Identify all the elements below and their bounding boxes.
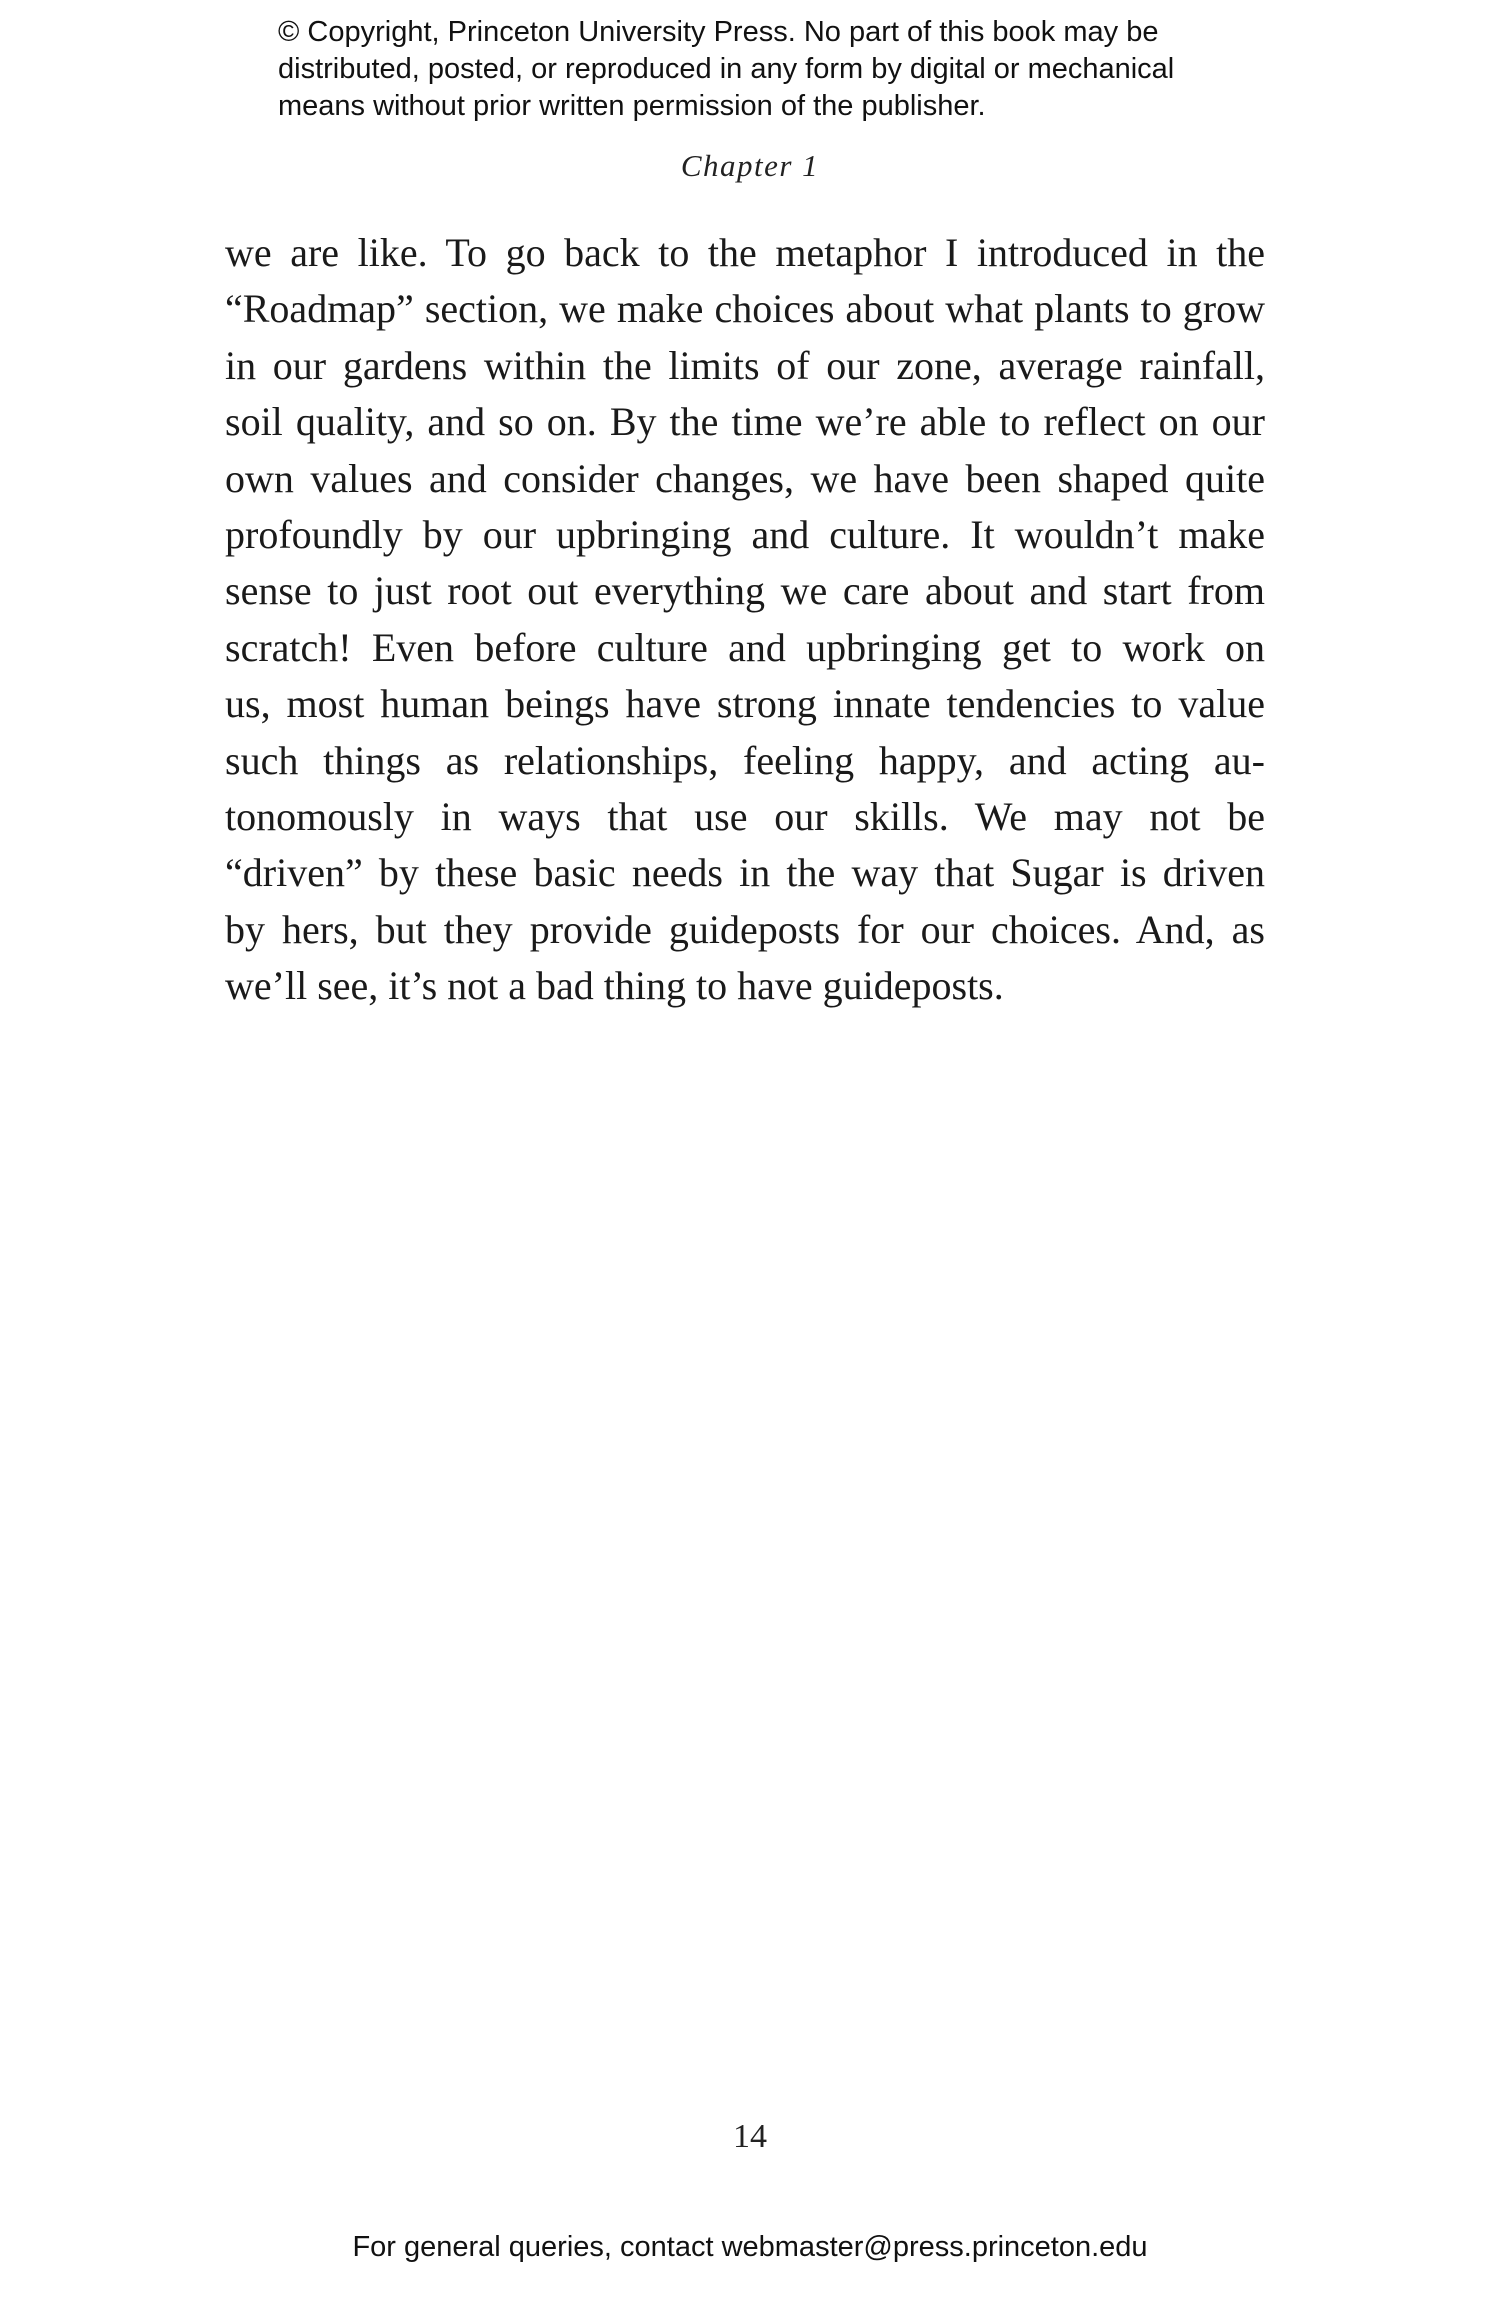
body-line: we are like. To go back to the metaphor I introduced in the	[225, 230, 1265, 275]
body-line: own values and consider changes, we have been shaped quite	[225, 455, 1265, 501]
body-line: scratch! Even before culture and upbringing get to work on	[225, 624, 1265, 670]
copyright-notice	[278, 14, 1278, 125]
body-line: us, most human beings have strong innate tendencies to value	[225, 681, 1265, 727]
body-line: profoundly by our upbringing and culture. It wouldn’t make	[225, 512, 1265, 558]
body-line: in our gardens within the limits of our zone, average rainfall,	[225, 342, 1265, 388]
body-line: sense to just root out everything we care about and start from	[225, 568, 1265, 614]
body-line: soil quality, and so on. By the time we’re able to reflect on our	[225, 399, 1265, 445]
body-line: “Roadmap” section, we make choices about what plants to grow	[225, 286, 1265, 332]
body-line: such things as relationships, feeling happy, and acting au-	[225, 737, 1265, 783]
body-line: we’ll see, it’s not a bad thing to have guideposts.	[225, 963, 1004, 1009]
body-paragraph	[225, 225, 1265, 1015]
body-line: “driven” by these basic needs in the way that Sugar is driven	[225, 850, 1265, 896]
body-line: by hers, but they provide guideposts for our choices. And, as	[225, 906, 1265, 952]
footer-contact: For general queries, contact webmaster@press.princeton.edu	[352, 2231, 1148, 2263]
running-head: Chapter 1	[680, 148, 820, 183]
page-number: 14	[733, 2118, 767, 2155]
copyright-line: means without prior written permission of the publisher.	[278, 90, 986, 122]
body-line: tonomously in ways that use our skills. We may not be	[225, 794, 1265, 840]
copyright-line: distributed, posted, or reproduced in any form by digital or mechanical	[278, 53, 1175, 85]
copyright-line: © Copyright, Princeton University Press. No part of this book may be	[278, 16, 1159, 48]
